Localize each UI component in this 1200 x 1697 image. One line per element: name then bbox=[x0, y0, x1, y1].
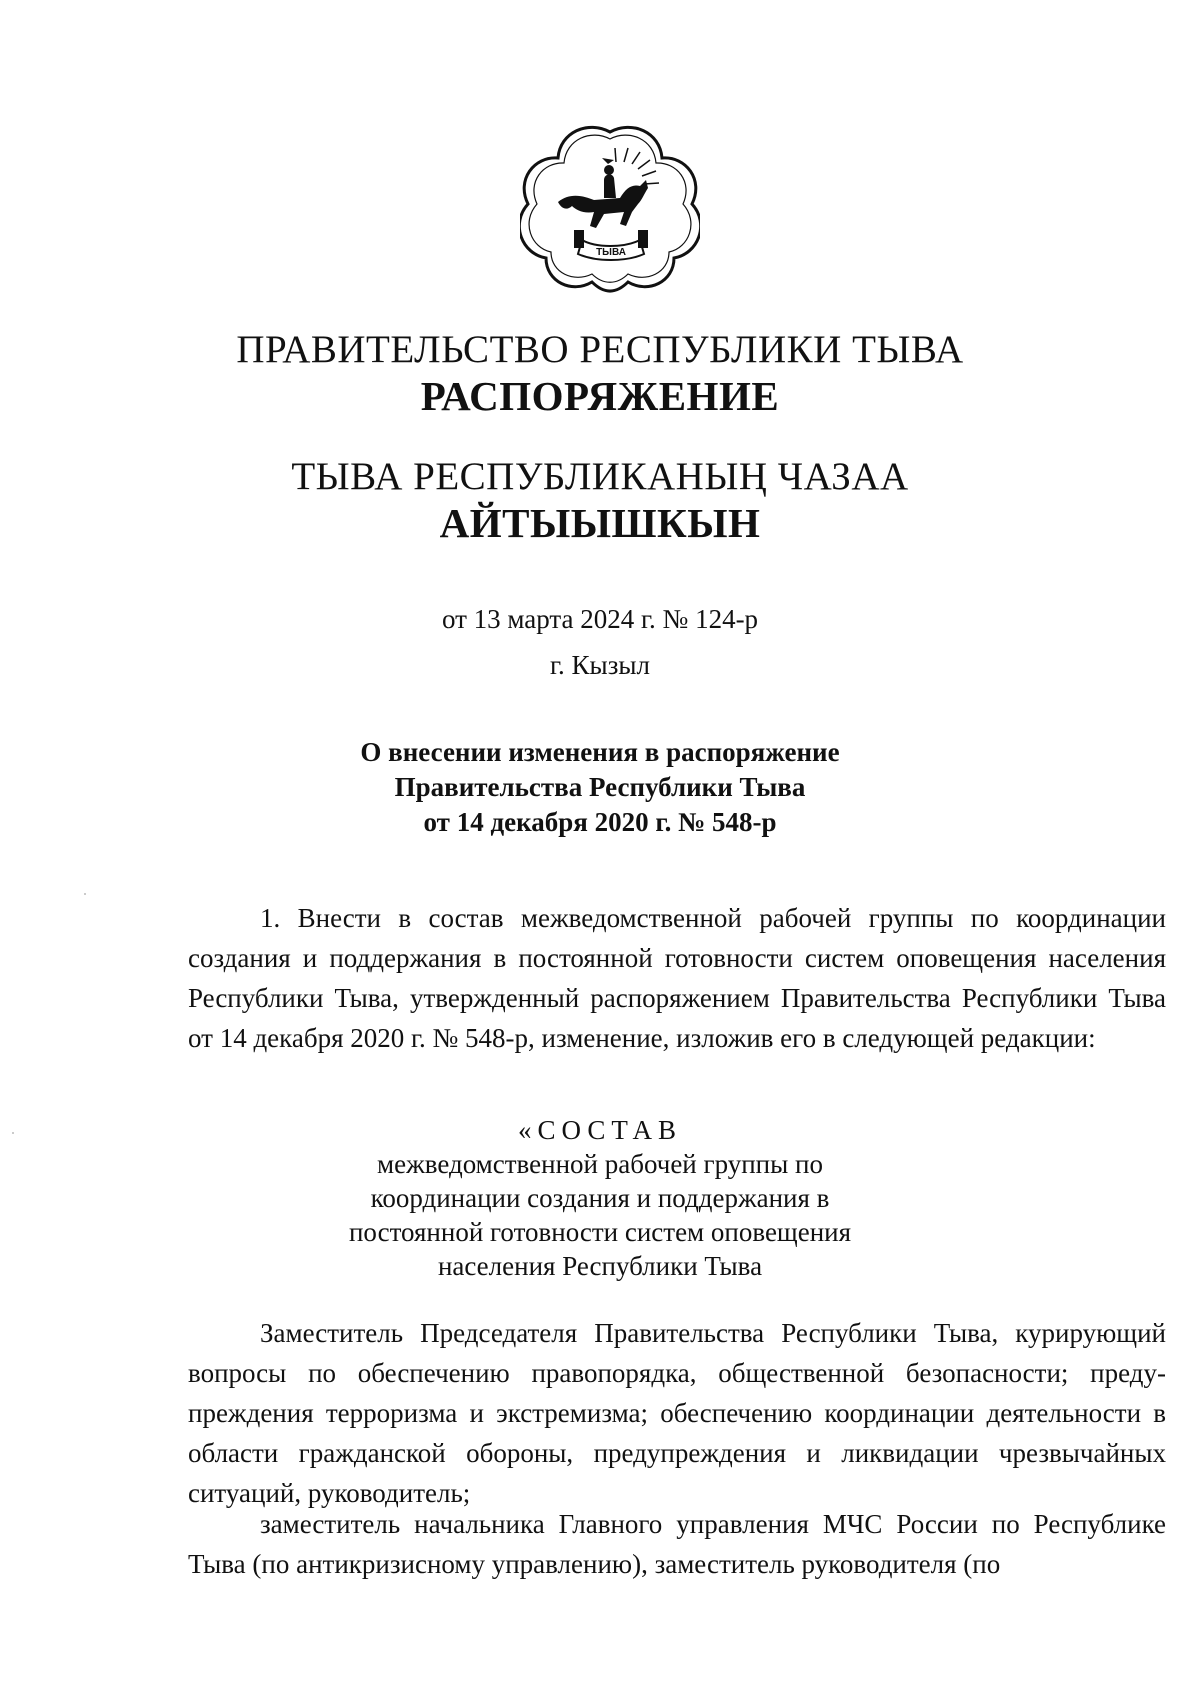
government-title-tv: ТЫВА РЕСПУБЛИКАНЫҢ ЧАЗАА bbox=[291, 455, 909, 498]
scan-speck bbox=[12, 1132, 14, 1134]
composition-line: постоянной готовности систем оповещения bbox=[348, 1217, 852, 1247]
paragraph-text: Заместитель Председателя Правительства Республики Тыва, курирующий вопросы по обеспечению правопорядка, общественной безопасности; предупреждения терроризма и экстремизма; обеспечению координации деятельности в области гражданской обороны, предупреждения и ликвидации чрезвычайных ситуаций, руководитель; bbox=[188, 1318, 1166, 1508]
composition-title: «СОСТАВ bbox=[517, 1115, 682, 1145]
paragraph-3 bbox=[188, 1504, 1166, 1584]
paragraph-1 bbox=[188, 898, 1166, 1058]
paragraph-text: 1. Внести в состав межведомственной рабочей группы по координации создания и поддержания в постоянной готовности систем оповещения населения Республики Тыва, утвержденный распоряжением Правительства Республики Тыва от 14 декабря 2020 г. № 548-р, изменение, изложив его в следующей редакции: bbox=[188, 903, 1166, 1053]
scan-speck bbox=[84, 893, 86, 895]
document-type-ru: РАСПОРЯЖЕНИЕ bbox=[420, 373, 780, 419]
composition-line: координации создания и поддержания в bbox=[370, 1183, 830, 1213]
subject-line: от 14 декабря 2020 г. № 548-р bbox=[423, 807, 777, 837]
paragraph-2 bbox=[188, 1313, 1166, 1513]
document-subject bbox=[0, 735, 1200, 840]
document-type-tv: АЙТЫЫШКЫН bbox=[439, 500, 761, 546]
paragraph-text: заместитель начальника Главного управления МЧС России по Республике Тыва (по антикризисному управлению), заместитель руководителя (по bbox=[188, 1509, 1166, 1579]
emblem-ribbon-text: ТЫВА bbox=[596, 247, 626, 258]
coat-of-arms-emblem bbox=[520, 122, 700, 294]
document-date-number: от 13 марта 2024 г. № 124-р bbox=[441, 604, 759, 634]
government-title-ru: ПРАВИТЕЛЬСТВО РЕСПУБЛИКИ ТЫВА bbox=[236, 328, 964, 371]
document-city: г. Кызыл bbox=[550, 650, 650, 680]
composition-heading bbox=[0, 1113, 1200, 1283]
composition-line: межведомственной рабочей группы по bbox=[377, 1149, 823, 1179]
subject-line: Правительства Республики Тыва bbox=[394, 772, 806, 802]
subject-line: О внесении изменения в распоряжение bbox=[360, 737, 840, 767]
composition-line: населения Республики Тыва bbox=[437, 1251, 763, 1281]
